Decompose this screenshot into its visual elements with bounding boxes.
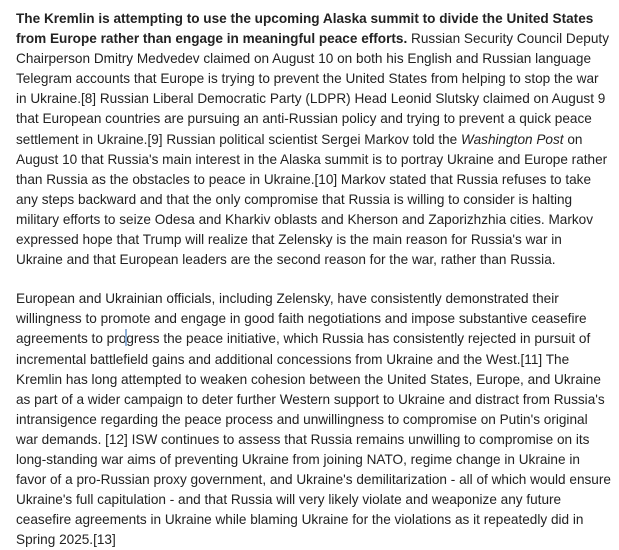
paragraph-kremlin-alaska-summit — [16, 9, 612, 270]
paragraph-text: European and Ukrainian officials, including Zelensky, have consistently demonstrated their willingness to promote and engage in good faith negotiations and impose substantive ceasefire agreements to pro — [16, 291, 587, 347]
paragraph-lede: The Kremlin is attempting to use the upcoming Alaska summit to divide the United States from Europe rather than engage in meaningful peace efforts. — [16, 11, 594, 47]
paragraph-text: Russian Security Council Deputy Chairperson Dmitry Medvedev claimed on August 10 on both his English and Russian language Telegram accounts that Europe is trying to prevent the United States from helping to stop the war in Ukraine.[8] Russian Liberal Democratic Party (LDPR) Head Leonid Slutsky claimed on August 9 that European countries are pursuing an anti-Russian policy and trying to prevent a quick peace settlement in Ukraine.[9] Russian political scientist Sergei Markov told the — [16, 31, 609, 147]
paragraph-european-ukrainian-officials — [16, 289, 612, 550]
paragraph-text: on August 10 that Russia's main interest in the Alaska summit is to portray Ukraine and Europe rather than Russia as the obstacles to peace in Ukraine.[10] Markov stated that Russia refuses to take any steps backward and that the only compromise that Russia is willing to consider is halting military efforts to seize Odesa and Kharkiv oblasts and Kherson and Zaporizhzhia cities. Markov expressed hope that Trump will realize that Zelensky is the main reason for Russia's war in Ukraine and that European leaders are the second reason for the war, rather than Russia. — [16, 131, 608, 268]
article-body — [16, 9, 612, 550]
paragraph-text: gress the peace initiative, which Russia has consistently rejected in pursuit of incremental battlefield gains and additional concessions from Ukraine and the West.[11] The Kremlin has long attempted to weaken cohesion between the United States, Europe, and Ukraine as part of a wider campaign to deter further Western support to Ukraine and distract from Russia's intransigence regarding the peace process and unwillingness to compromise on Putin's original war demands. [12] ISW continues to assess that Russia remains unwilling to compromise on its long-standing war aims of preventing Ukraine from joining NATO, regime change in Ukraine in favor of a pro-Russian proxy government, and Ukraine's demilitarization - all of which would ensure Ukraine's full capitulation - and that Russia will very likely violate and weaponize any future ceasefire agreements in Ukraine while blaming Ukraine for the violations as it repeatedly did in Spring 2025.[13] — [16, 331, 611, 548]
publication-name: Washington Post — [461, 131, 564, 147]
